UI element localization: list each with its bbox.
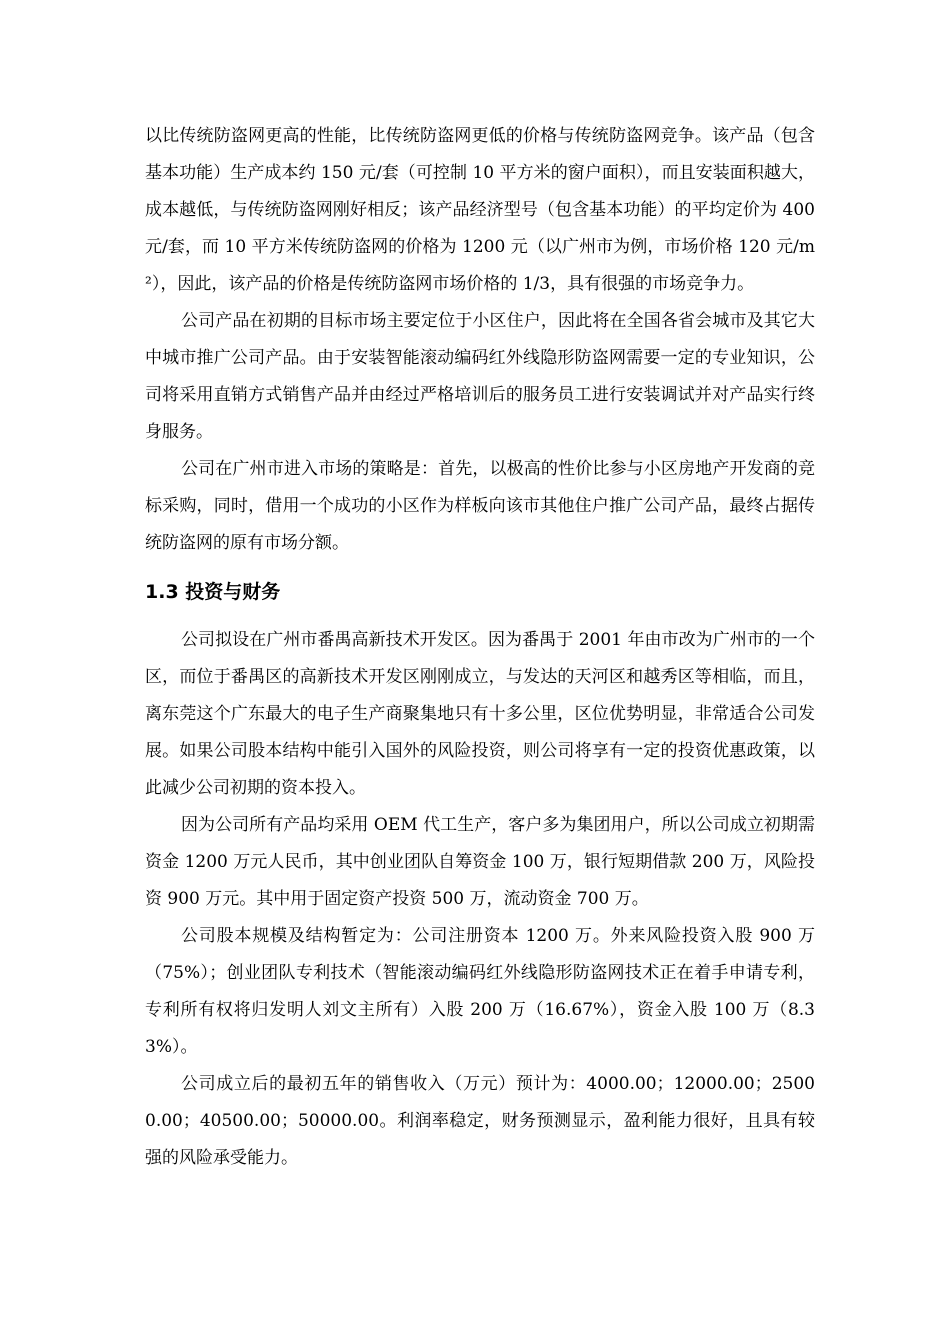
document-page [145,118,815,1177]
paragraph-location: 公司拟设在广州市番禺高新技术开发区。因为番禺于 2001 年由市改为广州市的一个区，而位于番禺区的高新技术开发区刚刚成立，与发达的天河区和越秀区等相临，而且，离东莞这个广东最大的电子生产商聚集地只有十多公里，区位优势明显，非常适合公司发展。如果公司股本结构中能引入国外的风险投资，则公司将享有一定的投资优惠政策，以此减少公司初期的资本投入。 [145,630,815,798]
paragraph-market-entry: 公司在广州市进入市场的策略是：首先，以极高的性价比参与小区房地产开发商的竞标采购，同时，借用一个成功的小区作为样板向该市其他住户推广公司产品，最终占据传统防盗网的原有市场分额。 [145,459,815,553]
paragraph-pricing: 以比传统防盗网更高的性能，比传统防盗网更低的价格与传统防盗网竞争。该产品（包含基本功能）生产成本约 150 元/套（可控制 10 平方米的窗户面积），而且安装面积越大，成本越低，与传统防盗网刚好相反；该产品经济型号（包含基本功能）的平均定价为 400 元/套，而 10 平方米传统防盗网的价格为 1200 元（以广州市为例，市场价格 120 元/m²），因此，该产品的价格是传统防盗网市场价格的 1/3，具有很强的市场竞争力。 [145,126,815,294]
paragraph-target-market: 公司产品在初期的目标市场主要定位于小区住户，因此将在全国各省会城市及其它大中城市推广公司产品。由于安装智能滚动编码红外线隐形防盗网需要一定的专业知识，公司将采用直销方式销售产品并由经过严格培训后的服务员工进行安装调试并对产品实行终身服务。 [145,311,815,442]
paragraph-funding: 因为公司所有产品均采用 OEM 代工生产，客户多为集团用户，所以公司成立初期需资金 1200 万元人民币，其中创业团队自筹资金 100 万，银行短期借款 200 万，风险投资 900 万元。其中用于固定资产投资 500 万，流动资金 700 万。 [145,815,815,909]
paragraph-equity: 公司股本规模及结构暂定为：公司注册资本 1200 万。外来风险投资入股 900 万（75%）；创业团队专利技术（智能滚动编码红外线隐形防盗网技术正在着手申请专利，专利所有权将归发明人刘文主所有）入股 200 万（16.67%），资金入股 100 万（8.33%）。 [145,926,815,1057]
section-heading: 1.3 投资与财务 [145,581,281,603]
section-heading-wrap [145,572,815,612]
paragraph-revenue: 公司成立后的最初五年的销售收入（万元）预计为：4000.00；12000.00；25000.00；40500.00；50000.00。利润率稳定，财务预测显示，盈利能力很好，且具有较强的风险承受能力。 [145,1074,815,1168]
